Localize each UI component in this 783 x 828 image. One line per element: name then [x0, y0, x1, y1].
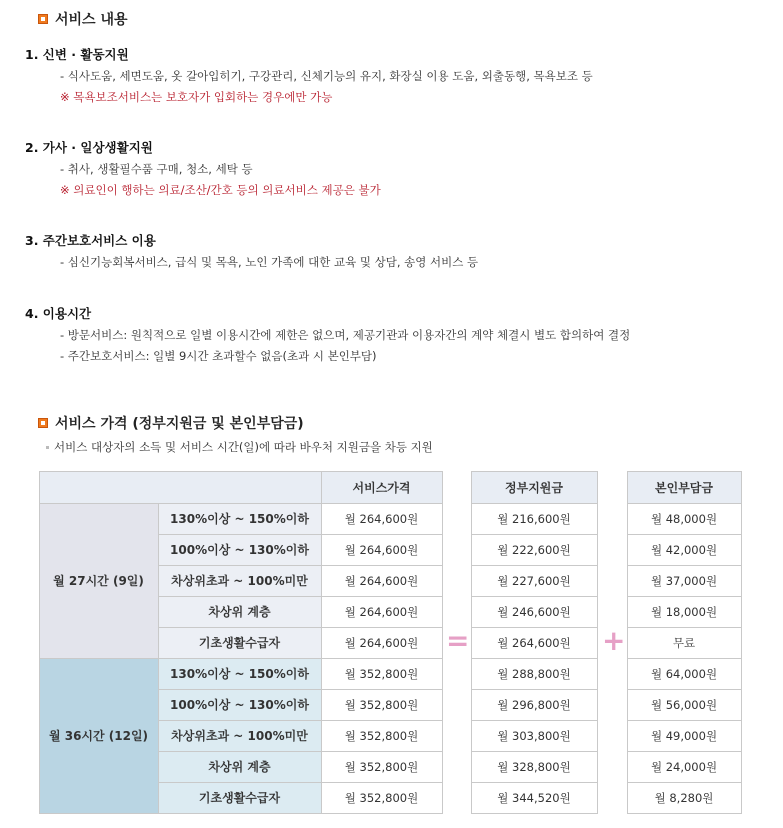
table-grid-line [471, 782, 597, 783]
gov-support-cell: 월 296,800원 [471, 689, 597, 720]
section-title: 서비스 가격 (정부지원금 및 본인부담금) [55, 416, 304, 432]
group-label-cell: 월 27시간 (9일) [39, 503, 158, 658]
header-gov-support: 정부지원금 [471, 471, 597, 503]
table-grid-line [158, 720, 442, 721]
table-grid-line [597, 471, 598, 814]
table-grid-line [158, 813, 442, 814]
price-intro-text: 서비스 대상자의 소득 및 서비스 시간(일)에 따라 바우처 지원금을 차등 지원 [54, 440, 433, 454]
gov-support-cell: 월 246,600원 [471, 596, 597, 627]
service-price-cell: 월 352,800원 [321, 782, 442, 813]
group-label-cell: 월 36시간 (12일) [39, 658, 158, 813]
item-heading-1: 1. 신변 · 활동지원 [25, 47, 129, 62]
self-payment-cell: 월 64,000원 [627, 658, 741, 689]
table-grid-line [442, 471, 443, 814]
table-grid-line [627, 534, 741, 535]
table-grid-line [471, 751, 597, 752]
gov-support-cell: 월 222,600원 [471, 534, 597, 565]
table-grid-line [471, 627, 597, 628]
table-grid-line [158, 534, 442, 535]
table-grid-line [627, 471, 741, 472]
self-payment-cell: 월 49,000원 [627, 720, 741, 751]
item-2-note: ※ 의료인이 행하는 의료/조산/간호 등의 의료서비스 제공은 불가 [60, 183, 381, 197]
income-category-cell: 차상위 계층 [158, 596, 321, 627]
income-category-cell: 130%이상 ~ 150%이하 [158, 503, 321, 534]
item-heading-2: 2. 가사 · 일상생활지원 [25, 140, 153, 155]
table-grid-line [627, 720, 741, 721]
bullet-dot-icon [46, 446, 49, 449]
table-grid-line [471, 565, 597, 566]
table-grid-line [158, 689, 442, 690]
service-price-cell: 월 264,600원 [321, 565, 442, 596]
table-grid-line [627, 596, 741, 597]
income-category-cell: 100%이상 ~ 130%이하 [158, 689, 321, 720]
income-category-cell: 130%이상 ~ 150%이하 [158, 658, 321, 689]
table-grid-line [158, 627, 442, 628]
income-category-cell: 차상위초과 ~ 100%미만 [158, 720, 321, 751]
gov-support-cell: 월 216,600원 [471, 503, 597, 534]
gov-support-cell: 월 288,800원 [471, 658, 597, 689]
self-payment-cell: 월 8,280원 [627, 782, 741, 813]
table-grid-line [471, 503, 597, 504]
self-payment-cell: 월 18,000원 [627, 596, 741, 627]
service-price-cell: 월 352,800원 [321, 720, 442, 751]
item-4-line-2: - 주간보호서비스: 일별 9시간 초과할수 없음(초과 시 본인부담) [60, 349, 377, 363]
self-payment-cell: 월 37,000원 [627, 565, 741, 596]
table-grid-line [627, 503, 741, 504]
self-payment-cell: 월 42,000원 [627, 534, 741, 565]
table-grid-line [627, 471, 628, 813]
table-grid-line [627, 813, 741, 814]
service-price-cell: 월 352,800원 [321, 689, 442, 720]
table-grid-line [158, 782, 442, 783]
service-price-cell: 월 352,800원 [321, 751, 442, 782]
gov-support-cell: 월 328,800원 [471, 751, 597, 782]
table-grid-line [471, 720, 597, 721]
table-grid-line [627, 565, 741, 566]
plus-sign-icon: + [602, 624, 626, 657]
item-3-line-1: - 심신기능회복서비스, 급식 및 목욕, 노인 가족에 대한 교육 및 상담, 송영 서비스 등 [60, 255, 479, 269]
table-grid-line [741, 471, 742, 814]
header-self-payment: 본인부담금 [627, 471, 741, 503]
service-price-cell: 월 264,600원 [321, 627, 442, 658]
price-intro [46, 439, 433, 455]
income-category-cell: 기초생활수급자 [158, 627, 321, 658]
table-grid-line [471, 689, 597, 690]
table-grid-line [471, 471, 597, 472]
table-grid-line [158, 658, 442, 659]
item-2-line-1: - 취사, 생활필수품 구매, 청소, 세탁 등 [60, 162, 253, 176]
self-payment-cell: 무료 [627, 627, 741, 658]
table-grid-line [627, 689, 741, 690]
table-grid-line [158, 565, 442, 566]
item-heading-4: 4. 이용시간 [25, 306, 92, 321]
income-category-cell: 100%이상 ~ 130%이하 [158, 534, 321, 565]
section-title: 서비스 내용 [55, 12, 128, 28]
header-service-price: 서비스가격 [321, 471, 442, 503]
gov-support-cell: 월 227,600원 [471, 565, 597, 596]
table-grid-line [158, 503, 159, 813]
item-4-line-1: - 방문서비스: 원칙적으로 일별 이용시간에 제한은 없으며, 제공기관과 이용자간의 계약 체결시 별도 합의하여 결정 [60, 328, 631, 342]
table-grid-line [627, 751, 741, 752]
gov-support-cell: 월 303,800원 [471, 720, 597, 751]
service-price-cell: 월 352,800원 [321, 658, 442, 689]
orange-square-bullet-icon [38, 418, 48, 428]
section-header-service-price [38, 414, 304, 432]
table-grid-line [39, 471, 40, 813]
table-grid-line [158, 751, 442, 752]
table-grid-line [321, 471, 322, 813]
equals-sign-icon: = [446, 624, 470, 657]
item-heading-3: 3. 주간보호서비스 이용 [25, 233, 156, 248]
gov-support-cell: 월 264,600원 [471, 627, 597, 658]
income-category-cell: 차상위 계층 [158, 751, 321, 782]
item-1-line-1: - 식사도움, 세면도움, 옷 갈아입히기, 구강관리, 신체기능의 유지, 화장실 이용 도움, 외출동행, 목욕보조 등 [60, 69, 593, 83]
table-grid-line [471, 534, 597, 535]
income-category-cell: 차상위초과 ~ 100%미만 [158, 565, 321, 596]
orange-square-bullet-icon [38, 14, 48, 24]
table-grid-line [627, 782, 741, 783]
table-grid-line [39, 503, 442, 504]
service-price-cell: 월 264,600원 [321, 503, 442, 534]
self-payment-cell: 월 24,000원 [627, 751, 741, 782]
table-grid-line [39, 471, 442, 472]
self-payment-cell: 월 48,000원 [627, 503, 741, 534]
table-grid-line [627, 627, 741, 628]
table-grid-line [471, 813, 597, 814]
item-1-note: ※ 목욕보조서비스는 보호자가 입회하는 경우에만 가능 [60, 90, 333, 104]
table-grid-line [471, 658, 597, 659]
header-blank-cell [39, 471, 321, 503]
table-grid-line [158, 596, 442, 597]
service-price-cell: 월 264,600원 [321, 534, 442, 565]
table-grid-line [627, 658, 741, 659]
income-category-cell: 기초생활수급자 [158, 782, 321, 813]
table-grid-line [471, 596, 597, 597]
table-grid-line [39, 658, 158, 659]
gov-support-cell: 월 344,520원 [471, 782, 597, 813]
section-header-service-content [38, 10, 128, 28]
table-grid-line [471, 471, 472, 813]
service-price-cell: 월 264,600원 [321, 596, 442, 627]
self-payment-cell: 월 56,000원 [627, 689, 741, 720]
table-grid-line [39, 813, 158, 814]
